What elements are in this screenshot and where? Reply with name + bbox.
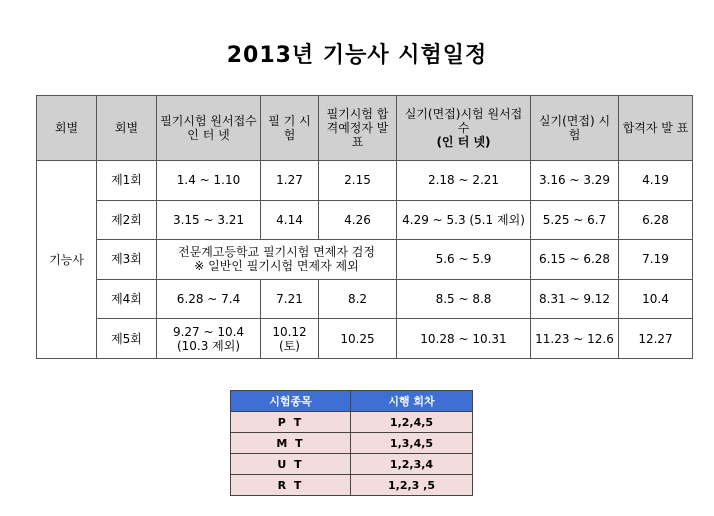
final-result-cell: 12.27 [619, 319, 693, 359]
header-written-registration: 필기시험 원서접수 인 터 넷 [157, 96, 261, 161]
written-exam-cell: 10.12 (토) [261, 319, 319, 359]
header-practical-registration [397, 96, 531, 161]
header-round: 회별 [97, 96, 157, 161]
practical-registration-cell: 2.18 ~ 2.21 [397, 161, 531, 201]
written-registration-cell: 1.4 ~ 1.10 [157, 161, 261, 201]
table-row [231, 454, 473, 475]
written-result-cell: 4.26 [319, 200, 397, 240]
rounds-cell: 1,2,4,5 [351, 412, 473, 433]
practical-registration-cell: 10.28 ~ 10.31 [397, 319, 531, 359]
written-result-cell: 2.15 [319, 161, 397, 201]
rounds-cell: 1,3,4,5 [351, 433, 473, 454]
exam-type-cell: R T [231, 475, 351, 496]
final-result-cell: 10.4 [619, 279, 693, 319]
practical-exam-cell: 5.25 ~ 6.7 [531, 200, 619, 240]
group-cell: 기능사 [37, 161, 97, 359]
round-cell: 제3회 [97, 240, 157, 280]
written-registration-cell: 3.15 ~ 3.21 [157, 200, 261, 240]
header-practical-registration-line1: 실기(면접)시험 원서접수 [404, 107, 523, 135]
practical-exam-cell: 6.15 ~ 6.28 [531, 240, 619, 280]
exam-type-rounds-table [230, 390, 473, 496]
round-cell: 제2회 [97, 200, 157, 240]
rounds-cell: 1,2,3 ,5 [351, 475, 473, 496]
table-row [231, 475, 473, 496]
round-cell: 제4회 [97, 279, 157, 319]
final-result-cell: 4.19 [619, 161, 693, 201]
practical-exam-cell: 11.23 ~ 12.6 [531, 319, 619, 359]
exam-type-cell: U T [231, 454, 351, 475]
header-written-exam: 필 기 시 험 [261, 96, 319, 161]
header-rounds: 시행 회차 [351, 391, 473, 412]
exam-schedule-table [36, 95, 693, 359]
exam-type-cell: M T [231, 433, 351, 454]
written-exam-cell: 7.21 [261, 279, 319, 319]
table-row [37, 161, 693, 201]
exemption-note-line1: 전문계고등학교 필기시험 면제자 검정 [178, 245, 375, 260]
written-exam-cell: 4.14 [261, 200, 319, 240]
table-row [37, 279, 693, 319]
exemption-note-line2: ※ 일반인 필기시험 면제자 제외 [194, 259, 359, 274]
written-result-cell: 10.25 [319, 319, 397, 359]
final-result-cell: 6.28 [619, 200, 693, 240]
round-cell: 제5회 [97, 319, 157, 359]
written-registration-cell: 9.27 ~ 10.4 (10.3 제외) [157, 319, 261, 359]
practical-exam-cell: 8.31 ~ 9.12 [531, 279, 619, 319]
exemption-note-cell [157, 240, 397, 280]
table-row [37, 240, 693, 280]
table-row [37, 319, 693, 359]
table-row [231, 412, 473, 433]
header-written-result: 필기시험 합격예정자 발 표 [319, 96, 397, 161]
written-exam-cell: 1.27 [261, 161, 319, 201]
header-final-result: 합격자 발 표 [619, 96, 693, 161]
page-title: 2013년 기능사 시험일정 [226, 43, 488, 68]
schedule-header-row [37, 96, 693, 161]
rounds-cell: 1,2,3,4 [351, 454, 473, 475]
written-result-cell: 8.2 [319, 279, 397, 319]
table-row [37, 200, 693, 240]
practical-registration-cell: 4.29 ~ 5.3 (5.1 제외) [397, 200, 531, 240]
practical-registration-cell: 5.6 ~ 5.9 [397, 240, 531, 280]
practical-registration-cell: 8.5 ~ 8.8 [397, 279, 531, 319]
codes-header-row [231, 391, 473, 412]
round-cell: 제1회 [97, 161, 157, 201]
practical-exam-cell: 3.16 ~ 3.29 [531, 161, 619, 201]
header-exam-type: 시험종목 [231, 391, 351, 412]
final-result-cell: 7.19 [619, 240, 693, 280]
table-row [231, 433, 473, 454]
header-practical-registration-line2: (인 터 넷) [436, 135, 491, 149]
exam-type-cell: P T [231, 412, 351, 433]
written-registration-cell: 6.28 ~ 7.4 [157, 279, 261, 319]
header-practical-exam: 실기(면접) 시 험 [531, 96, 619, 161]
header-group: 회별 [37, 96, 97, 161]
